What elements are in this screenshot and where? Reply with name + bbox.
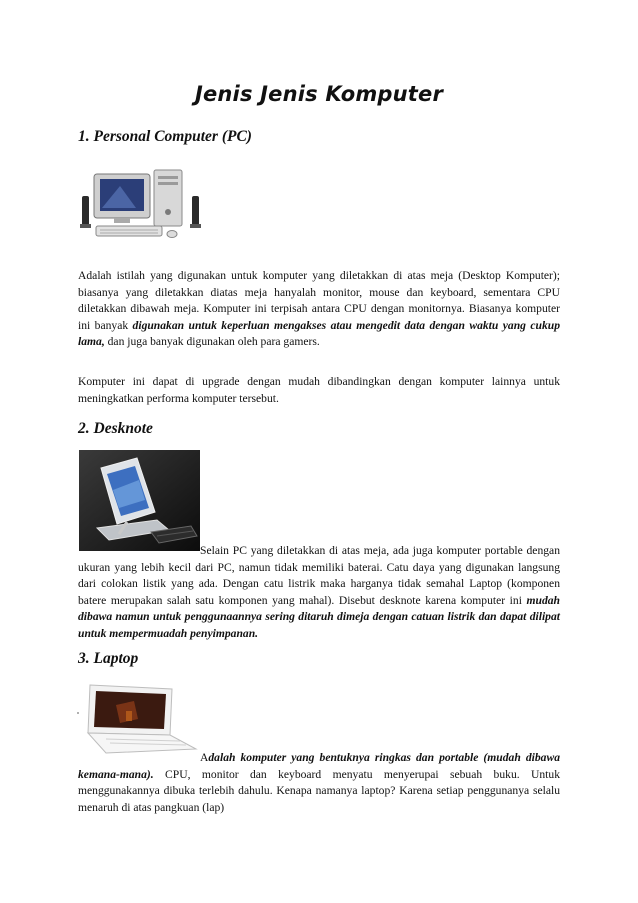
laptop-photo — [76, 683, 200, 755]
laptop-text-emphasis: dalah komputer yang bentuknya ringkas dan portable (mudah dibawa kemana-mana). — [78, 751, 560, 781]
desknote-photo — [79, 450, 200, 551]
pc-paragraph-2: Komputer ini dapat di upgrade dengan mudah dibandingkan dengan komputer lainnya untuk meningkatkan performa komputer tersebut. — [78, 375, 560, 405]
desknote-text-emphasis: mudah dibawa namun untuk penggunaannya sering ditaruh dimeja dengan catuan listrik dan dapat dilipat untuk mempermuadah penyimpanan. — [78, 593, 560, 640]
pc-paragraph-1 — [78, 268, 560, 351]
section-heading-desknote: 2. Desknote — [78, 420, 153, 437]
laptop-text-a: A — [200, 751, 209, 764]
section-heading-pc: 1. Personal Computer (PC) — [78, 128, 252, 145]
pc-text-emphasis: digunakan untuk keperluan mengakses atau mengedit data dengan waktu yang cukup lama, — [78, 318, 560, 349]
desktop-pc-photo — [80, 168, 202, 244]
desknote-text-a: Selain PC yang diletakkan di atas meja, ada juga komputer portable dengan ukuran yang lebih kecil dari PC, namun tidak memiliki baterai. Catu daya yang digunakan langsung dari colokan listik yang ada. Dengan catu listrik maka harganya tidak semahal Laptop (komponen batere merupakan salah satu komponen yang mahal). Disebut desknote karena komputer ini — [78, 544, 560, 607]
section-heading-laptop: 3. Laptop — [78, 650, 139, 667]
document-title: Jenis Jenis Komputer — [194, 82, 444, 106]
laptop-text-c: CPU, monitor dan keyboard menyatu menyerupai sebuah buku. Untuk menggunakannya dibuka terlebih dahulu. Kenapa namanya laptop? Karena setiap penggunanya selalu menaruh di atas pangkuan (lap) — [78, 767, 560, 814]
pc-text-a: Adalah istilah yang digunakan untuk komputer yang diletakkan di atas meja (Desktop Komputer); biasanya yang diletakkan diatas meja hanyalah monitor, mouse dan keyboard, sementara CPU diletakkan dibawah meja. Komputer ini terpisah antara CPU dengan monitornya. Biasanya komputer ini banyak — [78, 269, 560, 332]
laptop-paragraph — [78, 750, 560, 816]
desknote-paragraph — [78, 543, 560, 643]
pc-text-c: dan juga banyak digunakan oleh para gamers. — [104, 335, 320, 349]
